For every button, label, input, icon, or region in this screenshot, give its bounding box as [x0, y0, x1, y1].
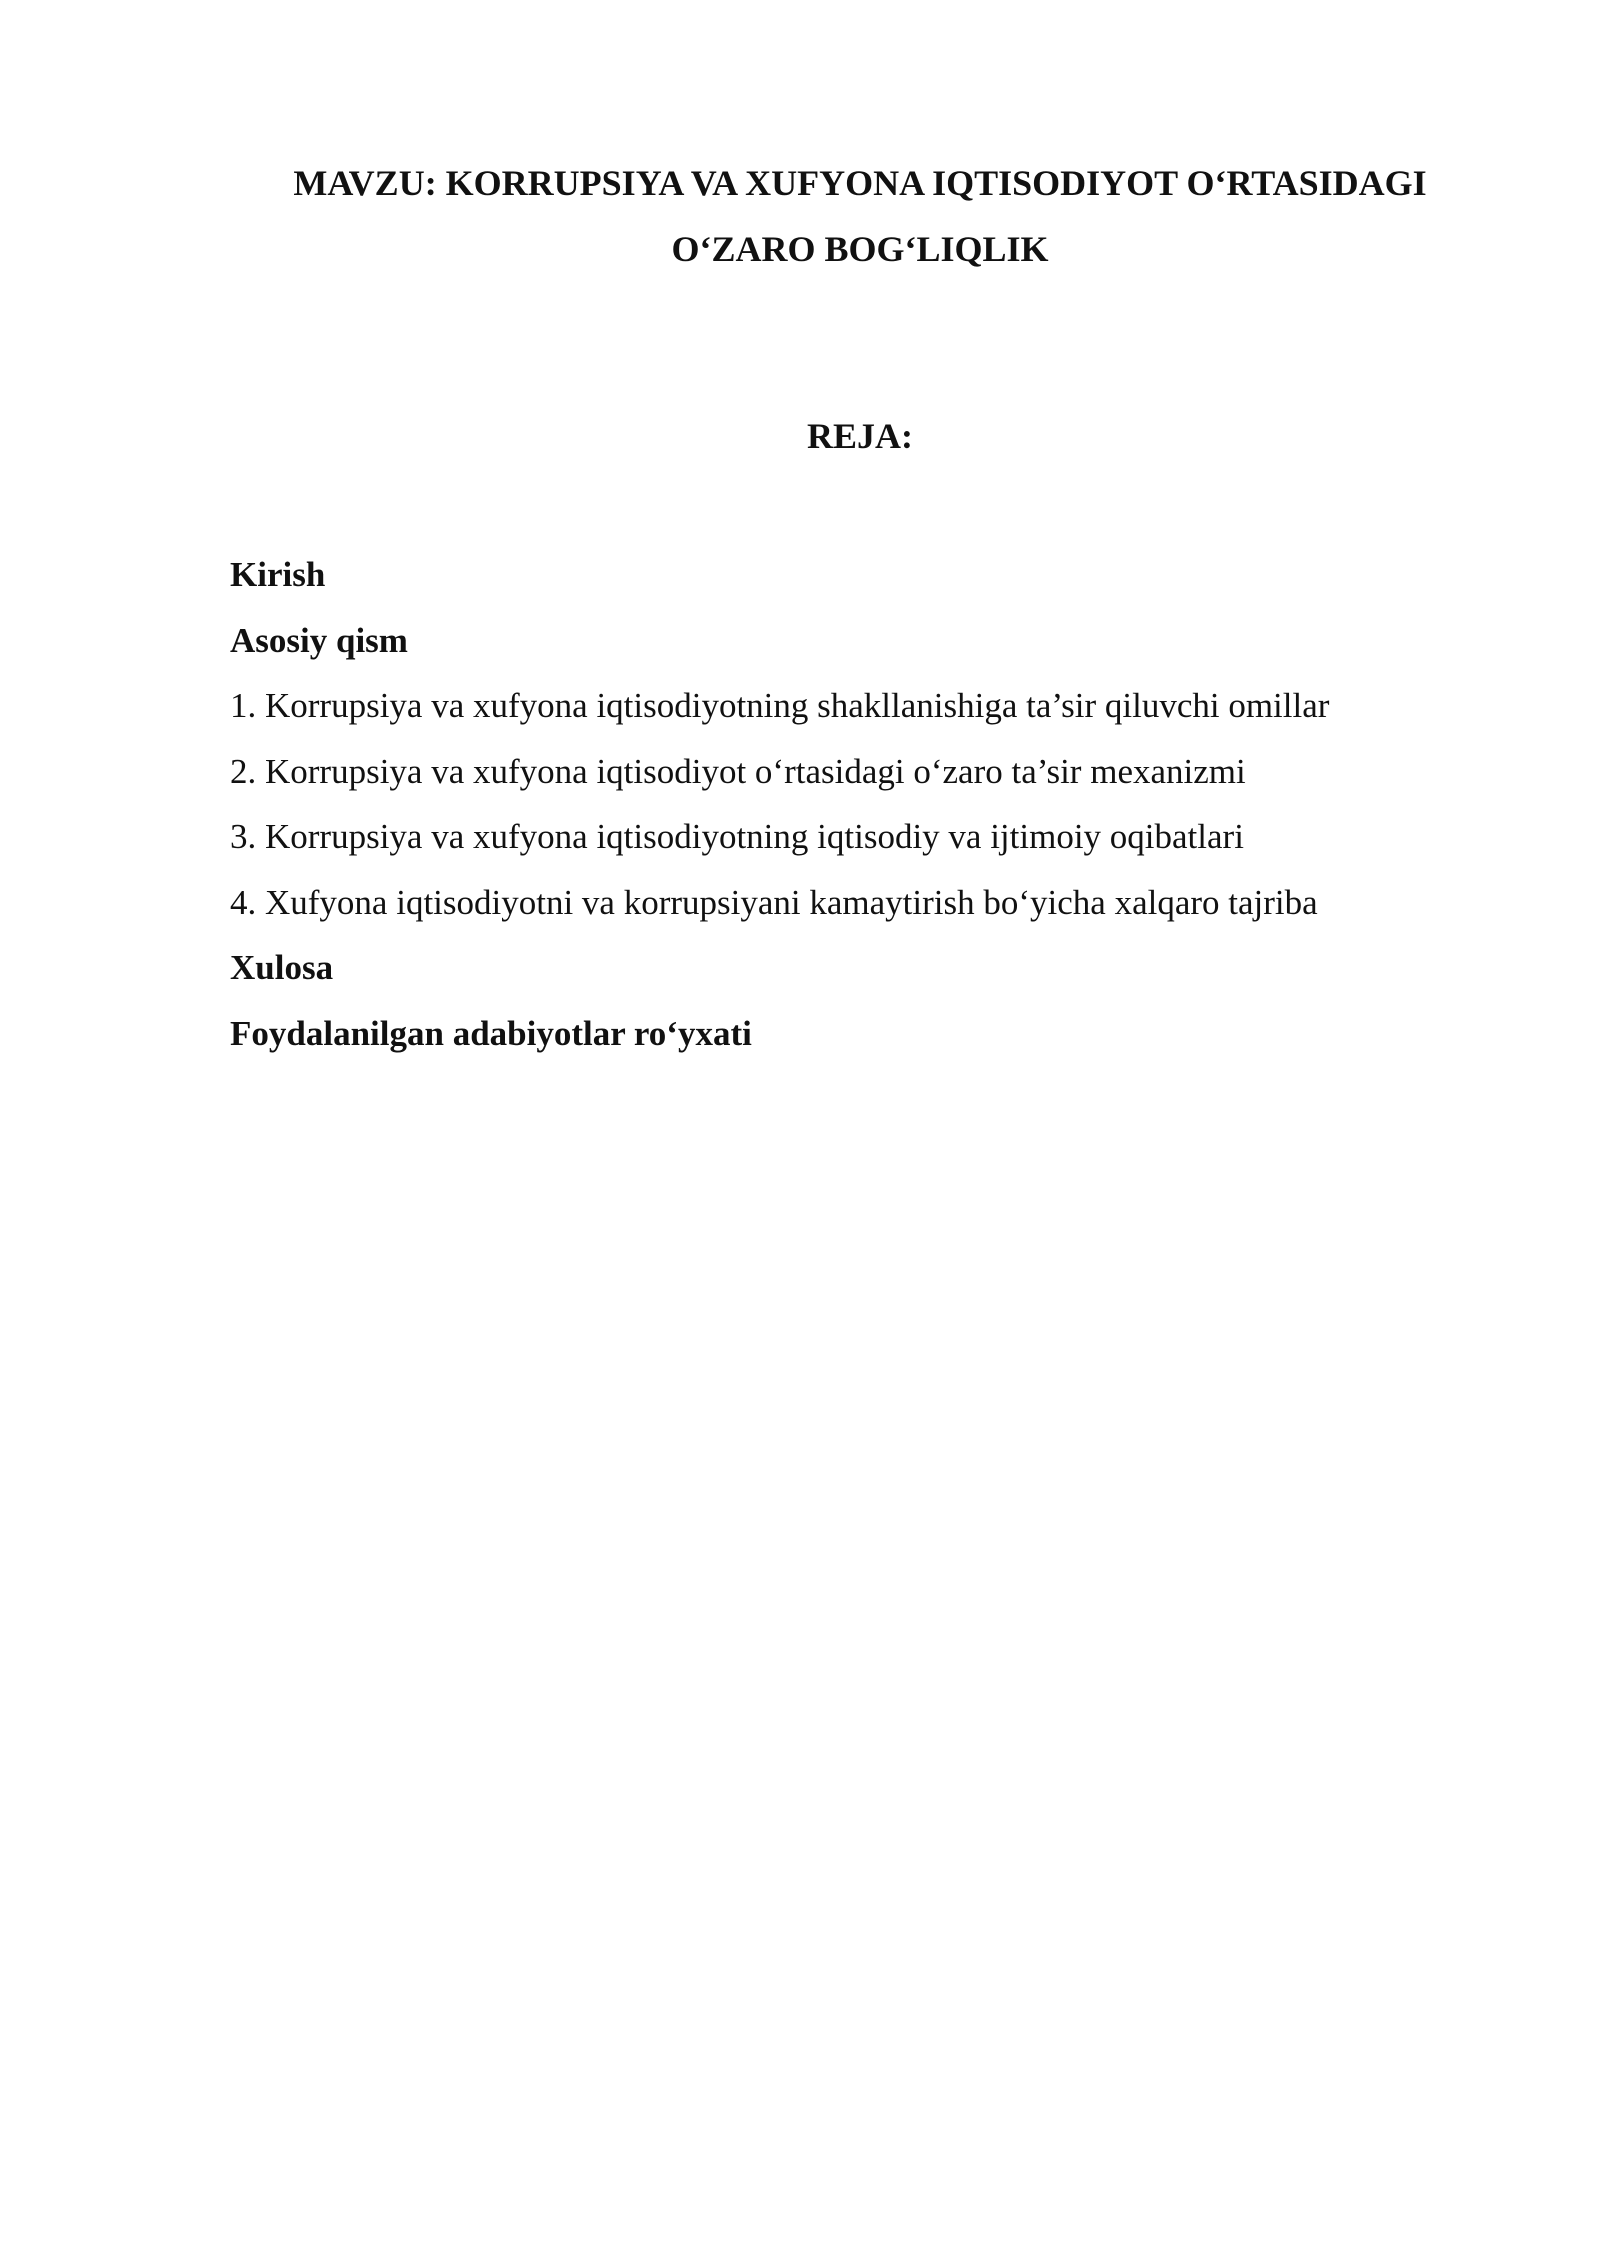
plan-list: [230, 542, 1329, 1066]
plan-item-2: 2. Korrupsiya va xufyona iqtisodiyot o‘rtasidagi o‘zaro ta’sir mexanizmi: [230, 751, 1246, 791]
document-title: [0, 150, 1600, 282]
plan-item-introduction: Kirish: [230, 555, 326, 594]
plan-item-main-part: Asosiy qism: [230, 620, 408, 660]
plan-item-3: 3. Korrupsiya va xufyona iqtisodiyotning iqtisodiy va ijtimoiy oqibatlari: [230, 817, 1244, 856]
plan-item-references: Foydalanilgan adabiyotlar ro‘yxati: [230, 1013, 752, 1053]
plan-item-conclusion: Xulosa: [230, 948, 334, 987]
plan-heading: REJA:: [807, 416, 913, 456]
plan-item-1: 1. Korrupsiya va xufyona iqtisodiyotning shakllanishiga ta’sir qiluvchi omillar: [230, 686, 1330, 725]
title-line-1: MAVZU: KORRUPSIYA VA XUFYONA IQTISODIYOT O‘RTASIDAGI: [293, 163, 1427, 203]
title-line-2: O‘ZARO BOG‘LIQLIK: [671, 229, 1049, 269]
plan-item-4: 4. Xufyona iqtisodiyotni va korrupsiyani kamaytirish bo‘yicha xalqaro tajriba: [230, 882, 1318, 922]
